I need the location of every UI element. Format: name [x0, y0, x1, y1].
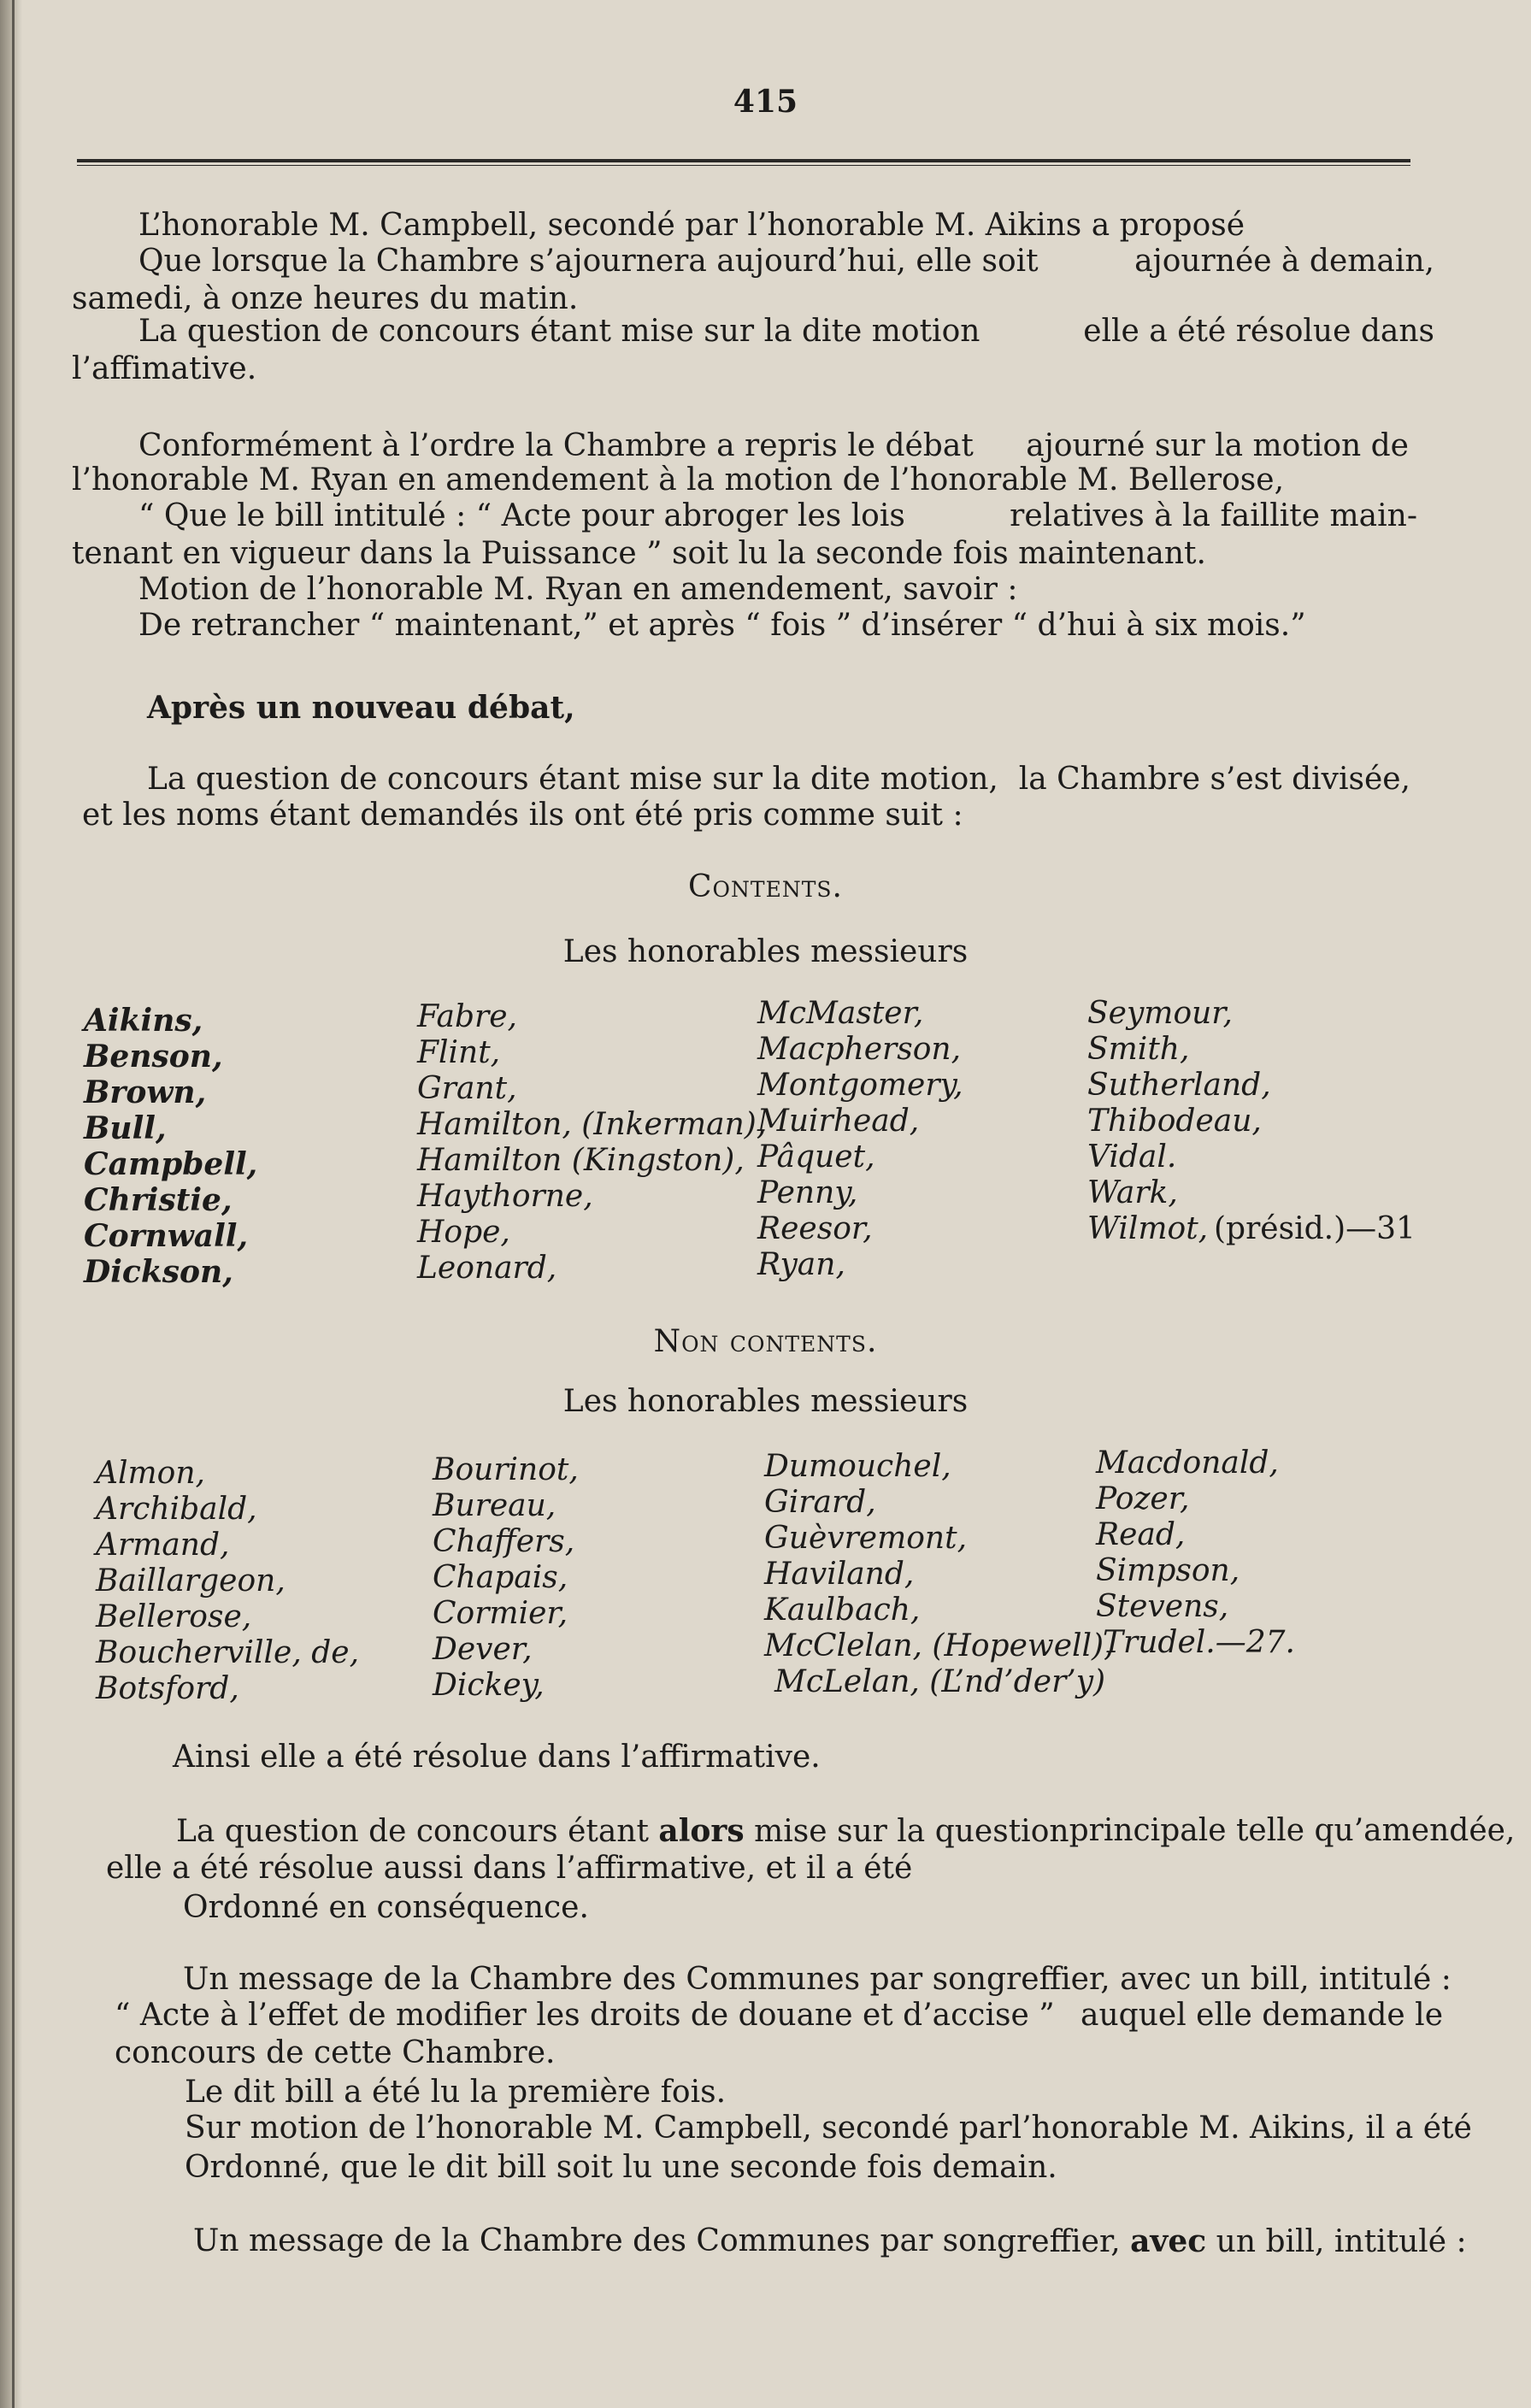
paragraph-line: Après un nouveau débat,	[147, 690, 575, 726]
non-contents-name: Trudel.—27.	[1103, 1625, 1295, 1660]
contents-heading: Contents.	[688, 869, 843, 904]
contents-name: Bull,	[84, 1110, 167, 1146]
paragraph-line: concours de cette Chambre.	[115, 2035, 556, 2070]
non-contents-name: Haviland,	[764, 1557, 915, 1592]
non-contents-name: Botsford,	[96, 1671, 239, 1706]
non-contents-name: Baillargeon,	[96, 1563, 286, 1598]
non-contents-name: Chaffers,	[433, 1524, 575, 1559]
contents-name: Pâquet,	[757, 1139, 875, 1175]
text-fragment: La question de concours étant mise sur la dite motion,	[147, 762, 998, 797]
non-contents-name: Pozer,	[1096, 1481, 1190, 1516]
non-contents-name: Dever,	[433, 1632, 533, 1667]
contents-name: Christie,	[84, 1182, 233, 1218]
non-contents-subheading: Les honorables messieurs	[562, 1384, 969, 1419]
text-fragment: principale telle qu’amendée,	[1069, 1813, 1516, 1848]
paragraph-line: l’affimative.	[72, 351, 257, 386]
contents-total: (présid.)—31	[1214, 1211, 1416, 1246]
paragraph-line	[176, 1813, 1516, 1849]
paragraph-line: samedi, à onze heures du matin.	[72, 281, 579, 316]
contents-name: Wark,	[1087, 1175, 1178, 1210]
non-contents-name: Macdonald,	[1096, 1445, 1279, 1481]
contents-name: Leonard,	[417, 1251, 557, 1286]
non-contents-name: Kaulbach,	[764, 1593, 921, 1628]
contents-name: Seymour,	[1087, 996, 1233, 1031]
non-contents-heading: Non contents.	[653, 1324, 878, 1359]
non-contents-name: Simpson,	[1096, 1553, 1240, 1588]
header-rule-thick	[77, 159, 1410, 162]
paragraph-line	[138, 315, 1434, 349]
contents-name: Penny,	[757, 1175, 858, 1210]
paragraph-line	[183, 1962, 1452, 1997]
text-fragment: Sur motion de l’honorable M. Campbell, secondé par	[185, 2111, 1012, 2146]
contents-name: Benson,	[84, 1039, 223, 1074]
text-fragment: greffier, avec un bill, intitulé :	[986, 1962, 1452, 1997]
contents-name: Vidal.	[1087, 1139, 1177, 1175]
non-contents-name: Stevens,	[1096, 1589, 1229, 1624]
paragraph-line: elle a été résolue aussi dans l’affirmative, et il a été	[106, 1851, 913, 1886]
contents-name: Dickson,	[84, 1254, 233, 1290]
non-contents-name: Bellerose,	[96, 1599, 252, 1634]
paragraph-line: De retrancher “ maintenant,” et après “ fois ” d’insérer “ d’hui à six mois.”	[138, 608, 1306, 643]
contents-name: Macpherson,	[757, 1032, 962, 1067]
contents-name: Haythorne,	[417, 1179, 593, 1214]
non-contents-name: Girard,	[764, 1485, 876, 1520]
text-fragment: Que lorsque la Chambre s’ajournera aujourd’hui, elle soit	[138, 244, 1039, 279]
contents-name: Hope,	[417, 1215, 510, 1250]
non-contents-name: Cormier,	[433, 1596, 568, 1631]
text-fragment: Un message de la Chambre des Communes par son	[183, 1962, 987, 1997]
non-contents-name: Chapais,	[433, 1560, 568, 1595]
contents-name: Muirhead,	[757, 1104, 920, 1139]
non-contents-name: McLelan, (L’nd’der’y)	[774, 1664, 1106, 1699]
contents-name: Grant,	[417, 1071, 517, 1106]
text-fragment: “ Acte à l’effet de modifier les droits de douane et d’accise ”	[115, 1998, 1055, 2033]
paragraph-line	[185, 2111, 1472, 2146]
paragraph-line: Motion de l’honorable M. Ryan en amendement, savoir :	[138, 572, 1018, 607]
paragraph-line: Ordonné en conséquence.	[183, 1890, 589, 1925]
text-fragment: la Chambre s’est divisée,	[1018, 762, 1410, 797]
non-contents-name: McClelan, (Hopewell),	[764, 1628, 1114, 1663]
contents-name: Flint,	[417, 1035, 501, 1070]
text-fragment: La question de concours étant mise sur la dite motion	[138, 314, 980, 349]
paragraph-line: Ainsi elle a été résolue dans l’affirmative.	[173, 1740, 821, 1775]
paragraph-line	[193, 2223, 1467, 2259]
text-fragment: ajournée à demain,	[1134, 244, 1434, 279]
contents-name: Wilmot,	[1087, 1211, 1209, 1246]
contents-name: Hamilton, (Inkerman),	[417, 1107, 767, 1142]
non-contents-name: Dumouchel,	[764, 1449, 951, 1484]
contents-name: Thibodeau,	[1087, 1104, 1262, 1139]
non-contents-name: Bourinot,	[433, 1452, 579, 1487]
text-fragment: La question de concours étant alors mise sur la question	[176, 1813, 1069, 1849]
paragraph-line: tenant en vigueur dans la Puissance ” soit lu la seconde fois maintenant.	[72, 536, 1206, 571]
paragraph-line: L’honorable M. Campbell, secondé par l’honorable M. Aikins a proposé	[138, 208, 1245, 243]
contents-name: Fabre,	[417, 999, 517, 1034]
paragraph-line: et les noms étant demandés ils ont été pris comme suit :	[82, 798, 963, 833]
non-contents-name: Boucherville, de,	[96, 1635, 360, 1670]
text-fragment: Un message de la Chambre des Communes par son	[193, 2223, 998, 2258]
non-contents-name: Guèvremont,	[764, 1521, 968, 1556]
text-fragment: l’honorable M. Aikins, il a été	[1011, 2111, 1472, 2146]
text-fragment: ajourné sur la motion de	[1026, 428, 1409, 463]
text-fragment: auquel elle demande le	[1081, 1998, 1443, 2033]
page-number: 415	[733, 84, 798, 120]
contents-name: Brown,	[84, 1074, 207, 1110]
paragraph-line	[138, 499, 1417, 533]
contents-subheading: Les honorables messieurs	[562, 934, 969, 969]
paragraph-line	[115, 1999, 1443, 2033]
contents-name: Smith,	[1087, 1032, 1190, 1067]
contents-name: Ryan,	[757, 1247, 845, 1282]
contents-name: Campbell,	[84, 1146, 258, 1182]
text-fragment: Conformément à l’ordre la Chambre a repris le débat	[138, 428, 974, 463]
non-contents-name: Bureau,	[433, 1488, 556, 1523]
header-rule-thin	[77, 165, 1410, 166]
non-contents-name: Armand,	[96, 1528, 230, 1563]
paragraph-line: l’honorable M. Ryan en amendement à la motion de l’honorable M. Bellerose,	[72, 462, 1285, 497]
contents-name: Reesor,	[757, 1211, 873, 1246]
contents-name: Hamilton (Kingston),	[417, 1143, 745, 1178]
non-contents-name: Archibald,	[96, 1492, 257, 1527]
paragraph-line: Le dit bill a été lu la première fois.	[185, 2075, 727, 2110]
text-fragment: elle a été résolue dans	[1083, 314, 1434, 349]
text-fragment: relatives à la faillite main-	[1010, 498, 1417, 533]
text-fragment: greffier, avec un bill, intitulé :	[997, 2223, 1467, 2259]
non-contents-name: Read,	[1096, 1517, 1186, 1552]
contents-name: Cornwall,	[84, 1218, 249, 1254]
contents-name: Aikins,	[84, 1003, 203, 1039]
contents-name: Montgomery,	[757, 1068, 963, 1103]
non-contents-name: Almon,	[96, 1456, 205, 1491]
contents-name: McMaster,	[757, 996, 924, 1031]
contents-name: Sutherland,	[1087, 1068, 1271, 1103]
paragraph-line	[138, 429, 1409, 463]
text-fragment: “ Que le bill intitulé : “ Acte pour abroger les lois	[138, 498, 905, 533]
paragraph-line	[138, 244, 1434, 279]
paragraph-line: Ordonné, que le dit bill soit lu une seconde fois demain.	[185, 2150, 1057, 2185]
non-contents-name: Dickey,	[433, 1668, 545, 1703]
paragraph-line	[147, 762, 1410, 797]
